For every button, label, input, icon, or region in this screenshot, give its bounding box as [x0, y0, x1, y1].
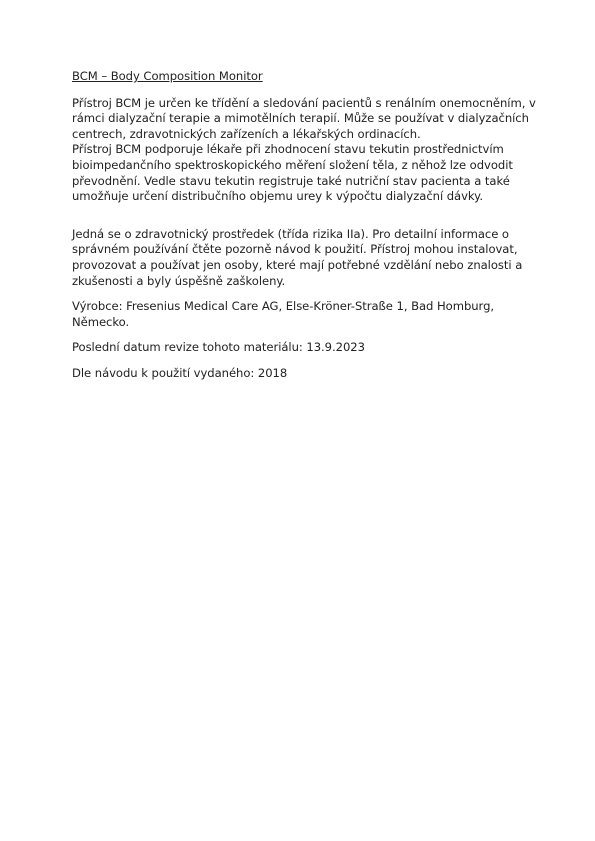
text-line: správném používání čtěte pozorně návod k použití. Přístroj mohou instalovat,: [72, 242, 518, 257]
text-line: Německo.: [72, 314, 130, 329]
text-line: Jedná se o zdravotnický prostředek (třída rizika IIa). Pro detailní informace o: [72, 226, 509, 241]
text-line: Přístroj BCM podporuje lékaře při zhodnocení stavu tekutin prostřednictvím: [72, 142, 504, 157]
text-line: Přístroj BCM je určen ke třídění a sledování pacientů s renálním onemocněním, v: [72, 95, 536, 110]
text-line: převodnění. Vedle stavu tekutin registruje také nutriční stav pacienta a také: [72, 173, 510, 188]
classification-paragraph: [72, 227, 522, 289]
manual-edition: Dle návodu k použití vydaného: 2018: [72, 365, 288, 380]
text-line: rámci dialyzační terapie a mimotělních terapií. Může se používat v dialyzačních: [72, 111, 529, 126]
document-title: BCM – Body Composition Monitor: [72, 69, 263, 83]
text-line: Výrobce: Fresenius Medical Care AG, Else-Kröner-Straße 1, Bad Homburg,: [72, 299, 495, 314]
paragraph-spacer: [72, 211, 522, 227]
text-line: provozovat a používat jen osoby, které mají potřebné vzdělání nebo znalosti a: [72, 257, 523, 272]
text-line: umožňuje určení distribučního objemu urey k výpočtu dialyzační dávky.: [72, 189, 483, 204]
intro-paragraph: [72, 95, 536, 205]
revision-date: Poslední datum revize tohoto materiálu: 13.9.2023: [72, 340, 365, 355]
text-line: centrech, zdravotnických zařízeních a lékařských ordinacích.: [72, 126, 421, 141]
text-line: bioimpedančního spektroskopického měření složení těla, z něhož lze odvodit: [72, 157, 513, 172]
document-body: [72, 69, 536, 392]
text-line: zkušenosti a byly úspěšně zaškoleny.: [72, 273, 286, 288]
manufacturer-paragraph: [72, 299, 522, 330]
